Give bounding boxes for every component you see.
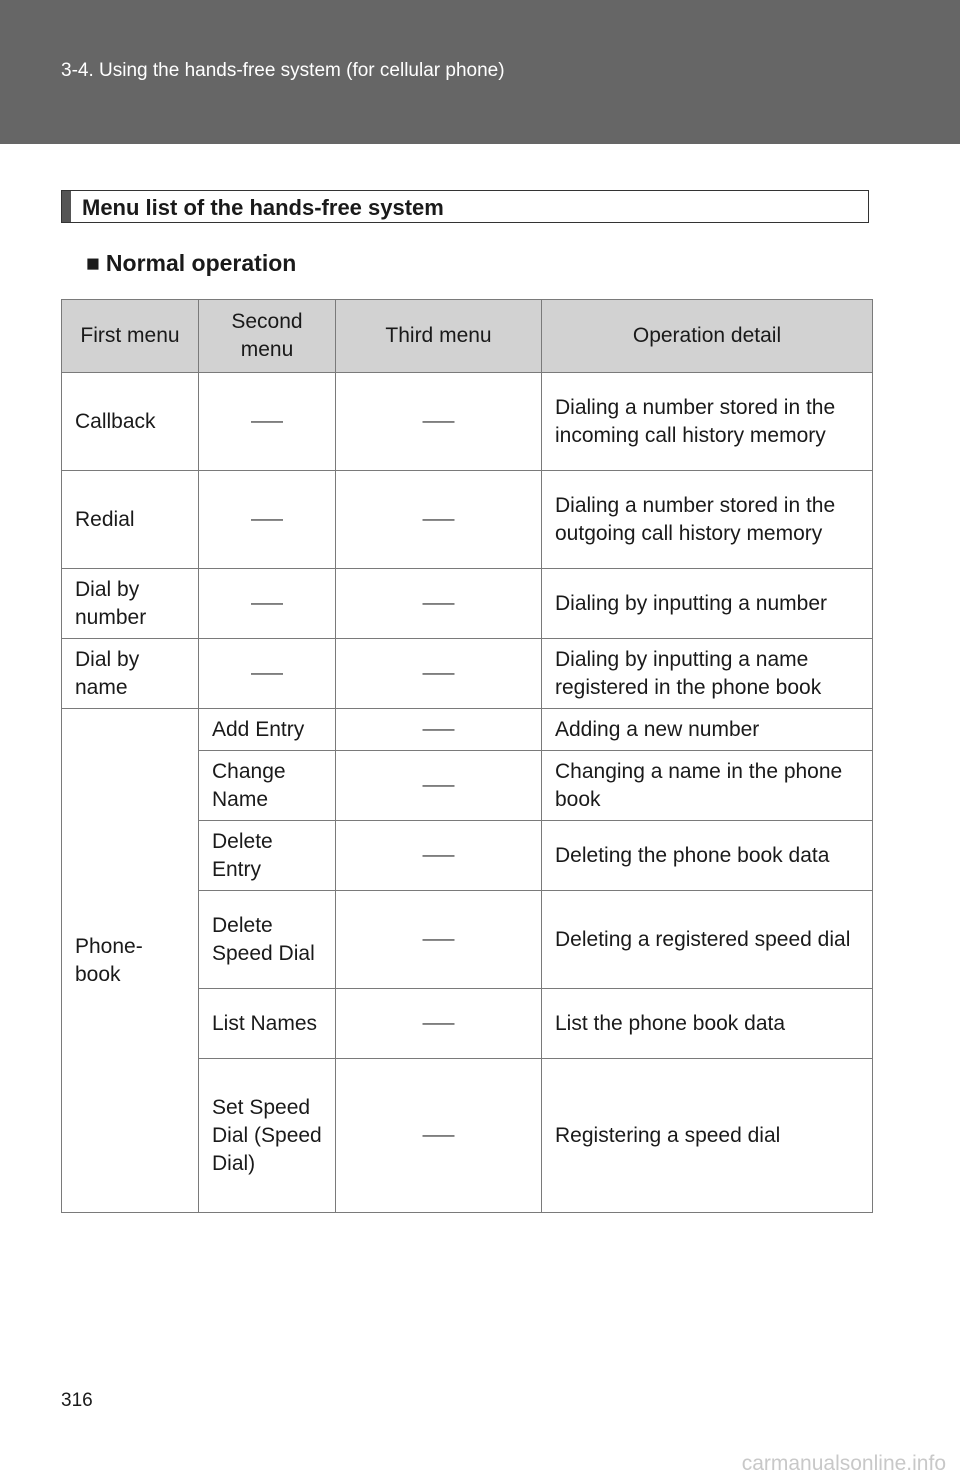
- header-third-menu: Third menu: [336, 300, 542, 373]
- subsection-label: Normal operation: [105, 250, 297, 276]
- dash-cell: ——: [336, 989, 542, 1059]
- first-menu-cell: Callback: [62, 373, 199, 471]
- section-title-box: [61, 190, 869, 223]
- header-operation-detail: Operation detail: [542, 300, 873, 373]
- dash-cell: ——: [336, 1059, 542, 1213]
- page-number: 316: [61, 1390, 93, 1411]
- detail-cell: Deleting the phone book data: [542, 821, 873, 891]
- table-row: [62, 639, 873, 709]
- section-marker: [62, 191, 71, 222]
- first-menu-cell: Dial by number: [62, 569, 199, 639]
- second-menu-cell: Delete Entry: [199, 821, 336, 891]
- dash-cell: ——: [199, 471, 336, 569]
- dash-cell: ——: [199, 373, 336, 471]
- detail-cell: Adding a new number: [542, 709, 873, 751]
- second-menu-cell: Set Speed Dial (Speed Dial): [199, 1059, 336, 1213]
- chapter-title: 3-4. Using the hands-free system (for cellular phone): [61, 60, 505, 81]
- table-header-row: [62, 300, 873, 373]
- table-row: [62, 709, 873, 751]
- table-row: [62, 471, 873, 569]
- subsection-title: [86, 250, 296, 277]
- second-menu-cell: Add Entry: [199, 709, 336, 751]
- menu-table: [61, 299, 873, 1213]
- dash-cell: ——: [336, 639, 542, 709]
- dash-cell: ——: [336, 751, 542, 821]
- detail-cell: Deleting a registered speed dial: [542, 891, 873, 989]
- dash-cell: ——: [336, 891, 542, 989]
- dash-cell: ——: [336, 471, 542, 569]
- detail-cell: Dialing a number stored in the incoming call history memory: [542, 373, 873, 471]
- first-menu-cell: Redial: [62, 471, 199, 569]
- detail-cell: Dialing by inputting a number: [542, 569, 873, 639]
- detail-cell: Dialing by inputting a name registered in the phone book: [542, 639, 873, 709]
- table-row: [62, 373, 873, 471]
- header-second-menu: Second menu: [199, 300, 336, 373]
- dash-cell: ——: [336, 373, 542, 471]
- first-menu-cell: Dial by name: [62, 639, 199, 709]
- dash-cell: ——: [336, 569, 542, 639]
- second-menu-cell: Delete Speed Dial: [199, 891, 336, 989]
- first-menu-cell-phonebook: Phone-book: [62, 709, 199, 1213]
- dash-cell: ——: [336, 821, 542, 891]
- second-menu-cell: Change Name: [199, 751, 336, 821]
- detail-cell: Changing a name in the phone book: [542, 751, 873, 821]
- dash-cell: ——: [336, 709, 542, 751]
- header-band: [0, 0, 960, 144]
- detail-cell: List the phone book data: [542, 989, 873, 1059]
- second-menu-cell: List Names: [199, 989, 336, 1059]
- square-bullet-icon: ■: [86, 250, 100, 276]
- watermark: carmanualsonline.info: [741, 1452, 946, 1475]
- detail-cell: Registering a speed dial: [542, 1059, 873, 1213]
- section-title: Menu list of the hands-free system: [82, 195, 444, 220]
- header-first-menu: First menu: [62, 300, 199, 373]
- dash-cell: ——: [199, 569, 336, 639]
- dash-cell: ——: [199, 639, 336, 709]
- table-row: [62, 569, 873, 639]
- detail-cell: Dialing a number stored in the outgoing call history memory: [542, 471, 873, 569]
